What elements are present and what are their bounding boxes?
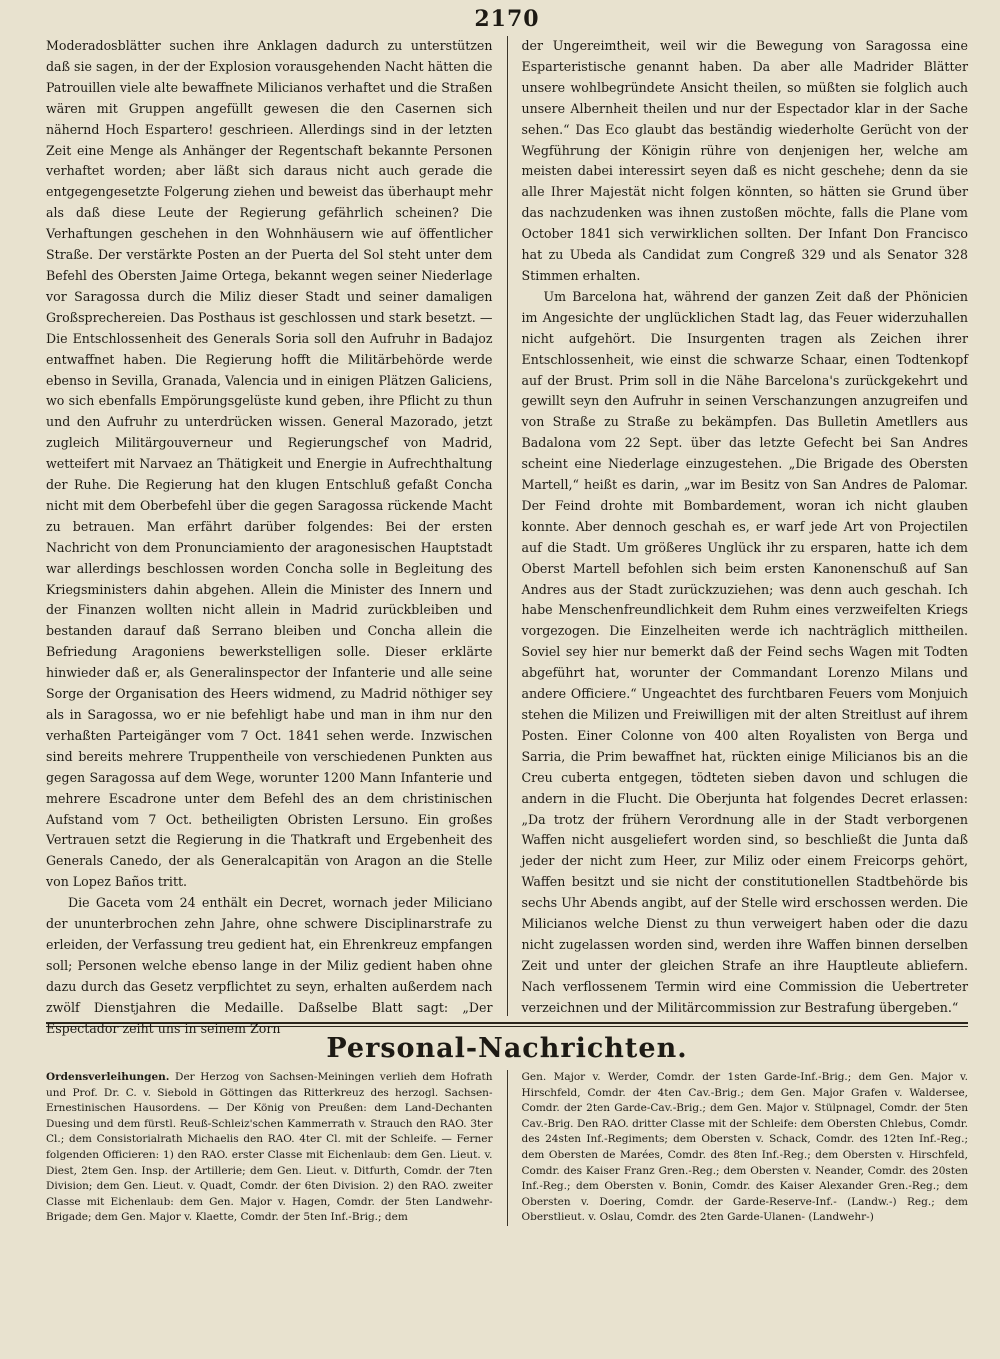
personal-column-divider [507,1070,508,1226]
section-title: Personal-Nachrichten. [326,1033,688,1064]
left-paragraph-1: Moderadosblätter suchen ihre Anklagen dadurch zu unterstützen daß sie sagen, in der der Explosion vorausgehenden Nacht hätten die Patrouillen viele alte bewaffnete Milicianos verhaftet und die Straßen wären mit Gruppen angefüllt gewesen die den Casernen sich nähernd Hoch Espartero! geschrieen. Allerdings sind in der letzten Zeit eine Menge als Anhänger der Regentschaft bekannte Personen verhaftet worden; aber läßt sich daraus nicht auch gerade die entgegengesetzte Folgerung ziehen und beweist das überhaupt mehr als daß diese Leute der Regierung gefährlich scheinen? Die Verhaftungen geschehen in den Wohnhäusern wie auf öffentlicher Straße. Der verstärkte Posten an der Puerta del Sol steht unter dem Befehl des Obersten Jaime Ortega, bekannt wegen seiner Niederlage vor Saragossa durch die Miliz dieser Stadt und seiner damaligen Großsprechereien. Das Posthaus ist geschlossen und stark besetzt. — Die Entschlossenheit des Generals Soria soll den Aufruhr in Badajoz entwaffnet haben. Die Regierung hofft die Militärbehörde werde ebenso in Sevilla, Granada, Valencia und in einigen Plätzen Galiciens, wo sich ebenfalls Empörungsgelüste kund geben, ihre Pflicht zu thun und den Aufruhr zu unterdrücken wissen. General Mazorado, jetzt zugleich Militärgouverneur und Regierungschef von Madrid, wetteifert mit Narvaez an Thätigkeit und Energie in Aufrechthaltung der Ruhe. Die Regierung hat den klugen Entschluß gefaßt Concha nicht mit dem Oberbefehl über die gegen Saragossa rückende Macht zu betrauen. Man erfährt darüber folgendes: Bei der ersten Nachricht von dem Pronunciamiento der aragonesischen Hauptstadt war allerdings beschlossen worden Concha solle in Begleitung des Kriegsministers dahin abgehen. Allein die Minister des Innern und der Finanzen wollten nicht allein in Madrid zurückbleiben und bestanden darauf daß Serrano bleiben und Concha allein die Befriedung Aragoniens bewerkstelligen solle. Dieser erklärte hinwieder daß er, als Generalinspector der Infanterie und alle seine Sorge der Organisation des Heers widmend, zu Madrid nöthiger sey als in Saragossa, wo er nie befehligt habe und man in ihm nur den verhaßten Parteigänger vom 7 Oct. 1841 sehen werde. Inzwischen sind bereits mehrere Truppentheile von verschiedenen Punkten aus gegen Saragossa auf dem Wege, worunter 1200 Mann Infanterie und mehrere Escadrone unter dem Befehl des an dem christinischen Aufstand vom 7 Oct. betheiligten Obristen Lersuno. Ein großes Vertrauen setzt die Regierung in die Thatkraft und Ergebenheit des Generals Canedo, der als Generalcapitän von Aragon an die Stelle von Lopez Baños tritt. [46,38,493,890]
personal-left-body: Der Herzog von Sachsen-Meiningen verlieh dem Hofrath und Prof. Dr. C. v. Siebold in Göttingen das Ritterkreuz des herzogl. Sachsen-Ernestinischen Hausordens. — Der König von Preußen: dem Land-Dechanten Duesing und dem fürstl. Reuß-Schleiz'schen Kammerrath v. Strauch den RAO. 3ter Cl.; dem Consistorialrath Michaelis den RAO. 4ter Cl. mit der Schleife. — Ferner folgenden Officieren: 1) den RAO. erster Classe mit Eichenlaub: dem Gen. Lieut. v. Diest, 2tem Gen. Insp. der Artillerie; dem Gen. Lieut. v. Ditfurth, Comdr. der 7ten Division; dem Gen. Lieut. v. Quadt, Comdr. der 6ten Division. 2) den RAO. zweiter Classe mit Eichenlaub: dem Gen. Major v. Hagen, Comdr. der 5ten Landwehr-Brigade; dem Gen. Major v. Klaette, Comdr. der 5ten Inf.-Brig.; dem [46,1071,493,1224]
main-columns [46,36,968,1036]
left-column [46,36,493,1036]
personal-right-text: Gen. Major v. Werder, Comdr. der 1sten Garde-Inf.-Brig.; dem Gen. Major v. Hirschfeld, Comdr. der 4ten Cav.-Brig.; dem Gen. Major Grafen v. Waldersee, Comdr. der 2ten Garde-Cav.-Brig.; dem Gen. Major v. Stülpnagel, Comdr. der 5ten Cav.-Brig. Den RAO. dritter Classe mit der Schleife: dem Obersten Chlebus, Comdr. des 24sten Inf.-Regiments; dem Obersten v. Schack, Comdr. des 12ten Inf.-Reg.; dem Obersten de Marées, Comdr. des 8ten Inf.-Reg.; dem Obersten v. Hirschfeld, Comdr. des Kaiser Franz Gren.-Reg.; dem Obersten v. Neander, Comdr. des 20sten Inf.-Reg.; dem Obersten v. Bonin, Comdr. des Kaiser Alexander Gren.-Reg.; dem Obersten v. Doering, Comdr. der Garde-Reserve-Inf.- (Landw.-) Reg.; dem Oberstlieut. v. Oslau, Comdr. des 2ten Garde-Ulanen- (Landwehr-) [521,1071,968,1224]
section-lead: Ordensverleihungen. [46,1071,170,1083]
right-column [522,36,969,1016]
personal-right-column [522,1070,969,1226]
personal-columns [46,1070,968,1226]
right-paragraph-1: der Ungereimtheit, weil wir die Bewegung von Saragossa eine Esparteristische genannt haben. Da aber alle Madrider Blätter unsere wohlbegründete Ansicht theilen, so müßten sie folglich auch unsere Albernheit theilen und nur der Espectador klar in der Sache sehen.“ Das Eco glaubt das beständig wiederholte Gerücht von der Wegführung der Königin rühre von denjenigen her, welche am meisten dabei interessirt seyen daß es nicht geschehe; denn da sie alle Ihrer Majestät nicht folgen könnten, so hätten sie Grund über das nachzudenken was ihnen zustoßen möchte, falls die Plane vom October 1841 sich verwirklichen sollten. Der Infant Don Francisco hat zu Ubeda als Candidat zum Congreß 329 und als Senator 328 Stimmen erhalten. [521,38,968,283]
personal-left-column [46,1070,493,1226]
column-divider [507,36,508,1016]
personal-left-text [46,1070,493,1226]
page-number: 2170 [474,6,540,32]
right-paragraph-2: Um Barcelona hat, während der ganzen Zeit daß der Phönicien im Angesichte der unglücklichen Stadt lag, das Feuer widerzuhallen nicht aufgehört. Die Insurgenten tragen als Zeichen ihrer Entschlossenheit, wie einst die schwarze Schaar, einen Todtenkopf auf der Brust. Prim soll in die Nähe Barcelona's zurückgekehrt und gewillt seyn den Aufruhr in seinen Verschanzungen anzugreifen und von Straße zu Straße zu bekämpfen. Das Bulletin Ametllers aus Badalona vom 22 Sept. über das letzte Gefecht bei San Andres scheint eine Niederlage einzugestehen. „Die Brigade des Obersten Martell,“ heißt es darin, „war im Besitz von San Andres de Palomar. Der Feind drohte mit Bombardement, woran ich nicht glauben konnte. Aber dennoch geschah es, er warf jede Art von Projectilen auf die Stadt. Um größeres Unglück ihr zu ersparen, hatte ich dem Oberst Martell befohlen sich beim ersten Kanonenschuß auf San Andres aus der Stadt zurückzuziehen; was denn auch geschah. Ich habe Menschenfreundlichkeit dem Ruhm eines verzweifelten Kriegs vorgezogen. Die Einzelheiten werde ich nachträglich mittheilen. Soviel sey hier nur bemerkt daß der Feind sechs Wagen mit Todten abgeführt hat, worunter der Commandant Lorenzo Milans und andere Officiere.“ Ungeachtet des furchtbaren Feuers vom Monjuich stehen die Milizen und Freiwilligen mit der alten Streitlust auf ihrem Posten. Einer Colonne von 400 alten Royalisten von Berga und Sarria, die Prim bewaffnet hat, rückten einige Milicianos bis an die Creu cuberta entgegen, tödteten sieben davon und schlugen die andern in die Flucht. Die Oberjunta hat folgendes Decret erlassen: „Da trotz der frühern Verordnung alle in der Stadt verborgenen Waffen nicht ausgeliefert worden sind, so beschließt die Junta daß jeder der nicht zum Heer, zur Miliz oder einem Freicorps gehört, Waffen besitzt und sie nicht der constitutionellen Stadtbehörde bis sechs Uhr Abends angibt, auf der Stelle wird erschossen werden. Die Milicianos welche Dienst zu thun verweigert haben oder die dazu nicht zugelassen worden sind, werden ihre Waffen binnen derselben Zeit und unter der gleichen Strafe an ihre Hauptleute abliefern. Nach verflossenem Termin wird eine Commission die Uebertreter verzeichnen und der Militärcommission zur Bestrafung übergeben.“ [521,288,968,1015]
left-paragraph-2: Die Gaceta vom 24 enthält ein Decret, wornach jeder Miliciano der ununterbrochen zehn Jahre, ohne schwere Disciplinarstrafe zu erleiden, der Verfassung treu gedient hat, ein Ehrenkreuz empfangen soll; Personen welche ebenso lange in der Miliz gedient haben ohne dazu durch das Gesetz verpflichtet zu seyn, erhalten außerdem nach zwölf Dienstjahren die Medaille. Daßselbe Blatt sagt: „Der Espectador zeiht uns in seinem Zorn [46,895,493,1036]
